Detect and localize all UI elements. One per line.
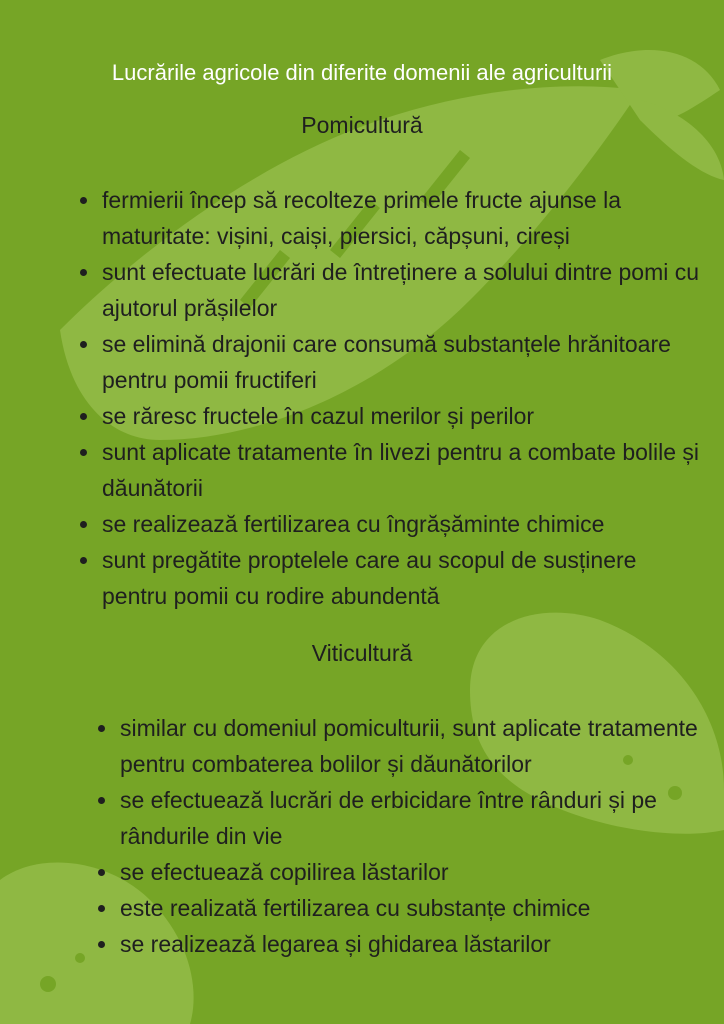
list-item: se realizează legarea și ghidarea lăstarilor: [96, 926, 708, 962]
list-item: se răresc fructele în cazul merilor și perilor: [78, 398, 708, 434]
list-item: similar cu domeniul pomiculturii, sunt aplicate tratamente pentru combaterea bolilor și dăunătorilor: [96, 710, 708, 782]
viticultura-list: [96, 710, 708, 962]
list-item: sunt efectuate lucrări de întreținere a solului dintre pomi cu ajutorul prășilelor: [78, 254, 708, 326]
list-item: se elimină drajonii care consumă substanțele hrănitoare pentru pomii fructiferi: [78, 326, 708, 398]
list-item: este realizată fertilizarea cu substanțe chimice: [96, 890, 708, 926]
list-item: se realizează fertilizarea cu îngrășăminte chimice: [78, 506, 708, 542]
list-item: fermierii încep să recolteze primele fructe ajunse la maturitate: vișini, caiși, piersici, căpșuni, cireși: [78, 182, 708, 254]
pomicultura-list: [78, 182, 708, 614]
section-heading-pomicultura: Pomicultură: [301, 112, 423, 138]
section-heading-viticultura: Viticultură: [311, 640, 413, 666]
list-item: sunt aplicate tratamente în livezi pentru a combate bolile și dăunătorii: [78, 434, 708, 506]
list-item: se efectuează copilirea lăstarilor: [96, 854, 708, 890]
list-item: se efectuează lucrări de erbicidare între rânduri și pe rândurile din vie: [96, 782, 708, 854]
list-item: sunt pregătite proptelele care au scopul de susținere pentru pomii cu rodire abundentă: [78, 542, 708, 614]
page-title: Lucrările agricole din diferite domenii ale agriculturii: [111, 60, 613, 85]
